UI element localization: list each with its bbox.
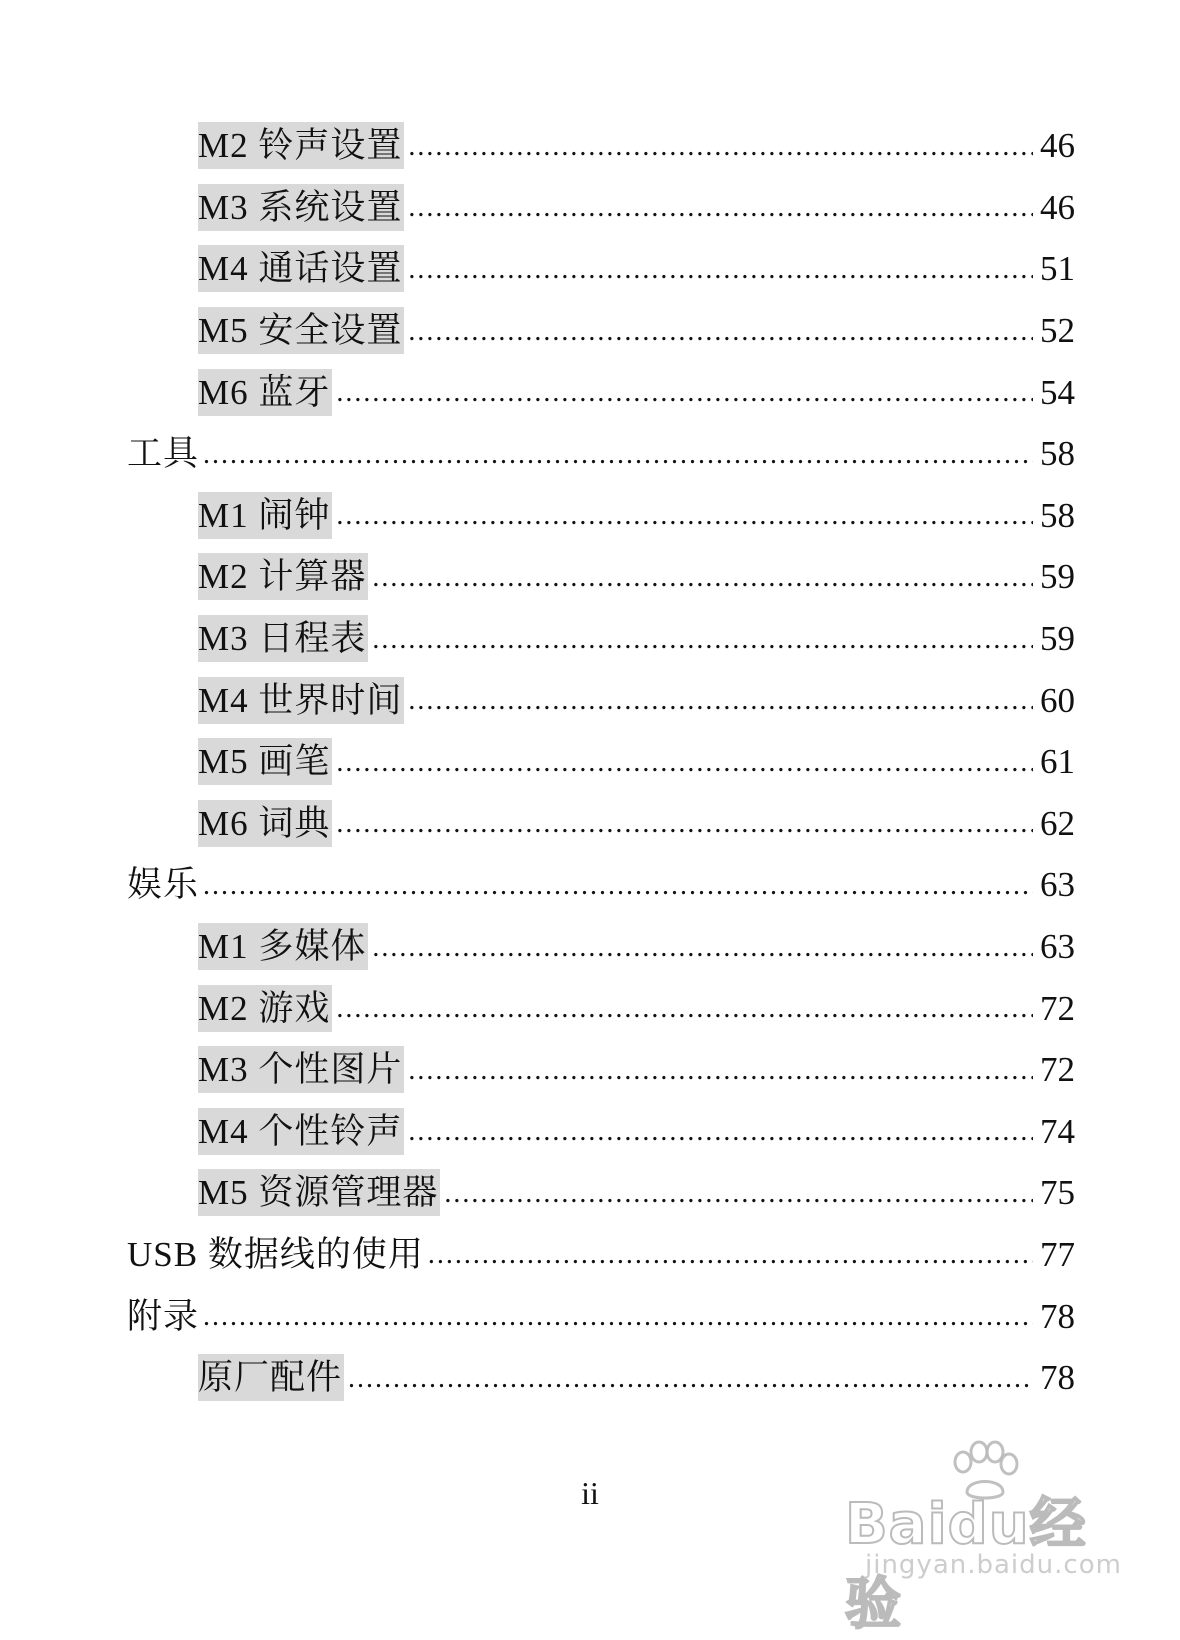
toc-entry-title: M5 安全设置 — [198, 307, 404, 354]
toc-dot-leader — [408, 194, 1033, 222]
toc-entry[interactable] — [0, 1162, 1180, 1224]
toc-dot-leader — [372, 564, 1033, 592]
toc-entry-title: M3 系统设置 — [198, 184, 404, 231]
toc-entry[interactable] — [0, 423, 1180, 485]
toc-entry-title: M2 游戏 — [198, 985, 332, 1032]
toc-entry[interactable] — [0, 1101, 1180, 1163]
toc-dot-leader — [203, 872, 1033, 900]
toc-dot-leader — [444, 1180, 1033, 1208]
toc-entry[interactable] — [0, 793, 1180, 855]
toc-entry-title: M2 计算器 — [198, 553, 368, 600]
toc-entry-title: 工具 — [127, 434, 200, 474]
watermark-brand: Baidu经验 — [845, 1492, 1087, 1637]
toc-entry-page: 61 — [1040, 742, 1075, 782]
toc-entry-title: M4 个性铃声 — [198, 1108, 404, 1155]
toc-entry[interactable] — [0, 1347, 1180, 1409]
toc-dot-leader — [203, 441, 1033, 469]
toc-entry-page: 74 — [1040, 1111, 1075, 1151]
toc-entry-page: 58 — [1040, 434, 1075, 474]
toc-entry-title: M4 世界时间 — [198, 677, 404, 724]
toc-dot-leader — [348, 1365, 1033, 1393]
toc-entry-title: M3 日程表 — [198, 615, 368, 662]
toc-entry[interactable] — [0, 1039, 1180, 1101]
toc-dot-leader — [203, 1303, 1033, 1331]
toc-dot-leader — [372, 626, 1033, 654]
toc-entry-page: 58 — [1040, 495, 1075, 535]
toc-entry-title: M5 资源管理器 — [198, 1169, 440, 1216]
toc-entry[interactable] — [0, 177, 1180, 239]
toc-entry-page: 46 — [1040, 126, 1075, 166]
toc-entry-page: 78 — [1040, 1296, 1075, 1336]
toc-dot-leader — [408, 133, 1033, 161]
toc-dot-leader — [336, 379, 1033, 407]
toc-dot-leader — [408, 687, 1033, 715]
toc-dot-leader — [336, 502, 1033, 530]
toc-entry[interactable] — [0, 731, 1180, 793]
toc-dot-leader — [336, 749, 1033, 777]
toc-entry-page: 63 — [1040, 927, 1075, 967]
toc-dot-leader — [428, 1241, 1033, 1269]
toc-entry-title: 娱乐 — [127, 865, 200, 905]
toc-entry[interactable] — [0, 238, 1180, 300]
toc-entry-title: 附录 — [127, 1296, 200, 1336]
toc-entry[interactable] — [0, 608, 1180, 670]
toc-entry[interactable] — [0, 854, 1180, 916]
toc-entry[interactable] — [0, 1224, 1180, 1286]
toc-dot-leader — [408, 318, 1033, 346]
toc-dot-leader — [336, 810, 1033, 838]
toc-entry[interactable] — [0, 300, 1180, 362]
toc-entry[interactable] — [0, 546, 1180, 608]
toc-entry-title: M6 词典 — [198, 800, 332, 847]
toc-entry-page: 60 — [1040, 680, 1075, 720]
toc-dot-leader — [336, 995, 1033, 1023]
table-of-contents — [0, 115, 1180, 1408]
toc-entry-page: 77 — [1040, 1234, 1075, 1274]
toc-entry-title: M1 闹钟 — [198, 492, 332, 539]
toc-entry-page: 51 — [1040, 249, 1075, 289]
toc-entry[interactable] — [0, 669, 1180, 731]
toc-dot-leader — [408, 1057, 1033, 1085]
toc-entry-page: 63 — [1040, 865, 1075, 905]
toc-entry-title: M5 画笔 — [198, 738, 332, 785]
toc-entry[interactable] — [0, 115, 1180, 177]
toc-dot-leader — [408, 256, 1033, 284]
toc-entry[interactable] — [0, 977, 1180, 1039]
baidu-watermark — [835, 1440, 1125, 1637]
toc-entry-page: 59 — [1040, 557, 1075, 597]
toc-entry[interactable] — [0, 485, 1180, 547]
toc-entry-title: M4 通话设置 — [198, 245, 404, 292]
watermark-url: jingyan.baidu.com — [865, 1550, 1122, 1580]
toc-entry-title: 原厂配件 — [198, 1354, 344, 1401]
toc-entry-title: M2 铃声设置 — [198, 122, 404, 169]
toc-entry-page: 75 — [1040, 1173, 1075, 1213]
toc-entry-page: 54 — [1040, 372, 1075, 412]
toc-entry-title: M6 蓝牙 — [198, 369, 332, 416]
toc-entry-title: M3 个性图片 — [198, 1046, 404, 1093]
toc-dot-leader — [372, 934, 1033, 962]
toc-entry-page: 72 — [1040, 988, 1075, 1028]
toc-entry-page: 59 — [1040, 619, 1075, 659]
toc-entry-page: 52 — [1040, 311, 1075, 351]
toc-entry-title: M1 多媒体 — [198, 923, 368, 970]
toc-entry-page: 62 — [1040, 803, 1075, 843]
toc-entry[interactable] — [0, 916, 1180, 978]
toc-entry-page: 46 — [1040, 187, 1075, 227]
toc-entry-page: 72 — [1040, 1050, 1075, 1090]
toc-entry-title: USB 数据线的使用 — [127, 1234, 424, 1274]
toc-entry-page: 78 — [1040, 1358, 1075, 1398]
toc-dot-leader — [408, 1118, 1033, 1146]
toc-entry[interactable] — [0, 1285, 1180, 1347]
toc-entry[interactable] — [0, 361, 1180, 423]
page-number: ii — [581, 1475, 599, 1511]
